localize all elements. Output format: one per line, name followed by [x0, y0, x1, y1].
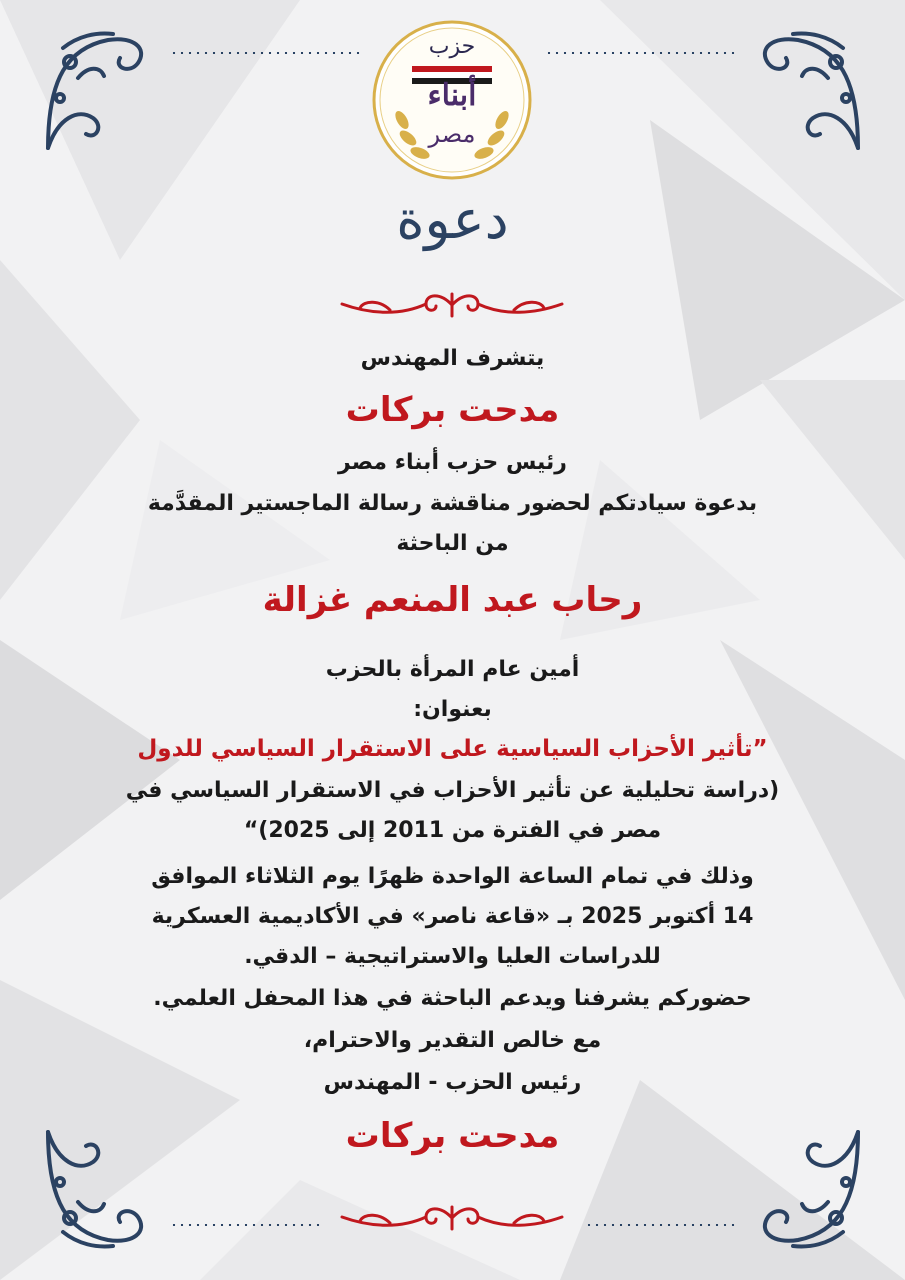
logo-text-hizb: حزب	[428, 34, 476, 59]
closing-line-2: مع خالص التقدير والاحترام،	[303, 1028, 602, 1053]
invitation-title: دعوة	[396, 188, 509, 251]
intro-text: يتشرف المهندس	[360, 346, 545, 371]
thesis-title: ”تأثير الأحزاب السياسية على الاستقرار السياسي للدول	[137, 736, 768, 762]
party-logo	[372, 20, 532, 180]
invite-line-2: من الباحثة	[396, 531, 509, 556]
corner-ornament-bottom-right	[718, 1112, 868, 1262]
logo-text-abnaa: أبناء	[427, 78, 477, 113]
dotted-line-top-right	[545, 52, 735, 54]
time-line-1: وذلك في تمام الساعة الواحدة ظهرًا يوم الثلاثاء الموافق	[151, 864, 754, 889]
time-line-2: 14 أكتوبر 2025 بـ «قاعة ناصر» في الأكاديمية العسكرية	[151, 904, 754, 929]
invite-line-1: بدعوة سيادتكم لحضور مناقشة رسالة الماجستير المقدَّمة	[147, 491, 758, 516]
logo-text-masr: مصر	[428, 120, 476, 148]
researcher-title: أمين عام المرأة بالحزب	[325, 657, 580, 682]
time-line-3: للدراسات العليا والاستراتيجية – الدقي.	[244, 944, 661, 969]
thesis-subtitle-1: (دراسة تحليلية عن تأثير الأحزاب في الاستقرار السياسي في	[125, 778, 780, 803]
corner-ornament-top-left	[38, 18, 188, 168]
title-label: بعنوان:	[413, 697, 492, 722]
ornamental-divider-bottom	[330, 1203, 575, 1233]
host-name: مدحت بركات	[345, 390, 560, 430]
signature-name: مدحت بركات	[345, 1116, 560, 1156]
corner-ornament-top-right	[718, 18, 868, 168]
signature-title: رئيس الحزب - المهندس	[323, 1070, 582, 1095]
host-title: رئيس حزب أبناء مصر	[338, 450, 567, 475]
dotted-line-bottom-right	[585, 1224, 735, 1226]
corner-ornament-bottom-left	[38, 1112, 188, 1262]
dotted-line-top-left	[170, 52, 360, 54]
closing-line-1: حضوركم يشرفنا ويدعم الباحثة في هذا المحفل العلمي.	[153, 986, 752, 1011]
dotted-line-bottom-left	[170, 1224, 320, 1226]
thesis-subtitle-2: مصر في الفترة من 2011 إلى 2025)“	[243, 818, 662, 843]
ornamental-divider-top	[330, 290, 575, 320]
researcher-name: رحاب عبد المنعم غزالة	[262, 580, 643, 620]
